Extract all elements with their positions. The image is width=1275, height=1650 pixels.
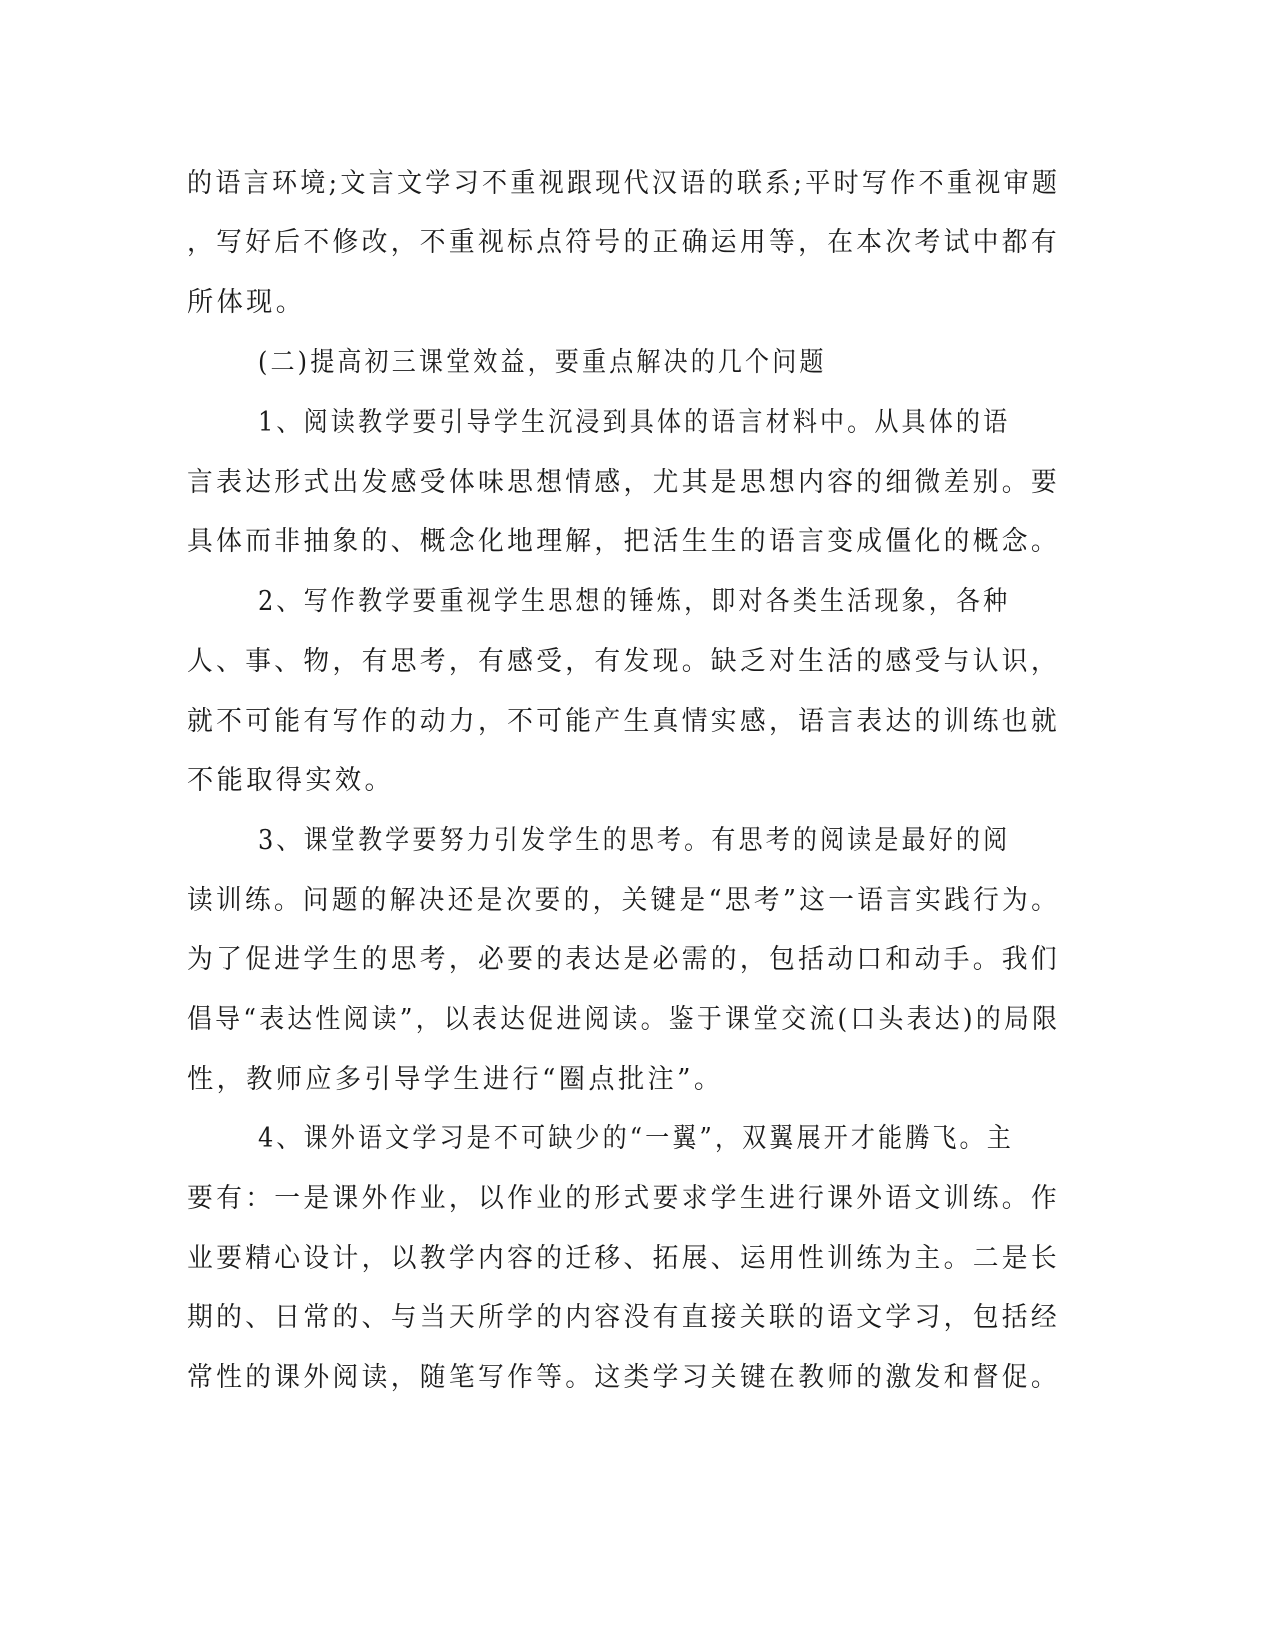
text-line: 业要精心设计，以教学内容的迁移、拓展、运用性训练为主。二是长 (187, 1243, 1061, 1274)
text-line: 常性的课外阅读，随笔写作等。这类学习关键在教师的激发和督促。 (187, 1362, 1061, 1393)
text-line: 1、阅读教学要引导学生沉浸到具体的语言材料中。从具体的语 (258, 407, 1011, 438)
text-line: 具体而非抽象的、概念化地理解，把活生生的语言变成僵化的概念。 (187, 526, 1061, 557)
text-line: ，写好后不修改，不重视标点符号的正确运用等，在本次考试中都有 (187, 227, 1061, 258)
text-line: 言表达形式出发感受体味思想情感，尤其是思想内容的细微差别。要 (187, 467, 1061, 498)
text-line: 倡导“表达性阅读”，以表达促进阅读。鉴于课堂交流(口头表达)的局限 (187, 1004, 1061, 1035)
text-line: 读训练。问题的解决还是次要的，关键是“思考”这一语言实践行为。 (187, 885, 1061, 916)
text-line: 不能取得实效。 (187, 765, 395, 796)
text-line: 所体现。 (187, 287, 306, 318)
text-line: 就不可能有写作的动力，不可能产生真情实感，语言表达的训练也就 (187, 706, 1061, 737)
text-line: 的语言环境;文言文学习不重视跟现代汉语的联系;平时写作不重视审题 (187, 168, 1061, 199)
text-line: 3、课堂教学要努力引发学生的思考。有思考的阅读是最好的阅 (258, 825, 1011, 856)
text-line: 性，教师应多引导学生进行“圈点批注”。 (187, 1064, 724, 1095)
text-line: 人、事、物，有思考，有感受，有发现。缺乏对生活的感受与认识， (187, 646, 1061, 677)
text-line: 期的、日常的、与当天所学的内容没有直接关联的语文学习，包括经 (187, 1302, 1061, 1333)
section-heading: (二)提高初三课堂效益，要重点解决的几个问题 (258, 347, 827, 378)
text-line: 为了促进学生的思考，必要的表达是必需的，包括动口和动手。我们 (187, 944, 1061, 975)
text-line: 4、课外语文学习是不可缺少的“一翼”，双翼展开才能腾飞。主 (258, 1123, 1014, 1154)
text-line: 要有：一是课外作业，以作业的形式要求学生进行课外语文训练。作 (187, 1183, 1061, 1214)
text-line: 2、写作教学要重视学生思想的锤炼，即对各类生活现象，各种 (258, 586, 1011, 617)
